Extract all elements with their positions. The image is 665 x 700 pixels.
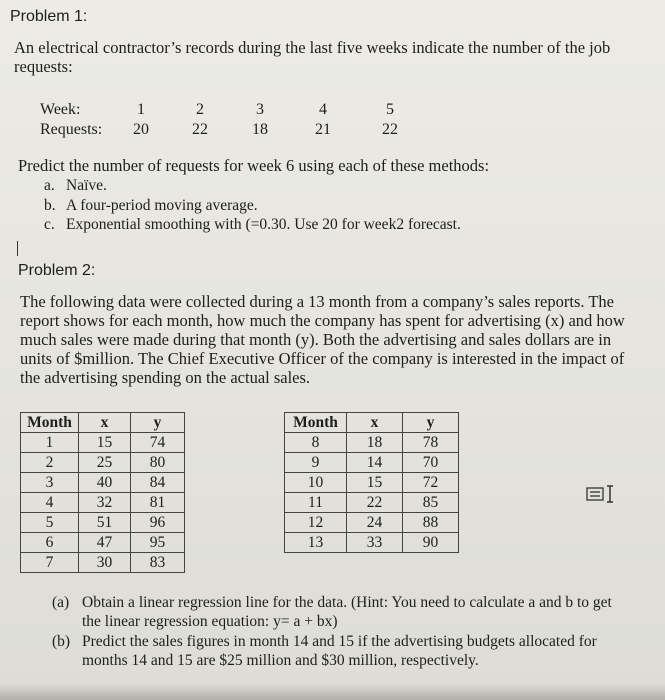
table-row: 2 25 80 [21, 453, 185, 473]
table-row: 13 33 90 [285, 533, 459, 553]
problem2-title: Problem 2: [18, 262, 96, 279]
table-row: 4 32 81 [21, 493, 185, 513]
header-month: Month [285, 413, 347, 433]
week-label: Week: [40, 101, 81, 118]
data-table-right [284, 412, 459, 553]
table-row: 9 14 70 [285, 453, 459, 473]
week-value: 5 [386, 101, 394, 118]
request-value: 18 [252, 121, 268, 138]
table-header-row [285, 413, 459, 433]
header-month: Month [21, 413, 79, 433]
week-value: 2 [196, 101, 204, 118]
table-row: 11 22 85 [285, 493, 459, 513]
week-value: 1 [137, 101, 145, 118]
text-cursor [17, 241, 18, 256]
header-x: x [79, 413, 131, 433]
table-row: 6 47 95 [21, 533, 185, 553]
header-y: y [403, 413, 459, 433]
data-table-left [20, 412, 185, 573]
week-value: 4 [319, 101, 327, 118]
problem2-description: The following data were collected during a 13 month from a company’s sales reports. The report shows for each month, how much the company has spent for advertising (x) and how much sales were made during that month (y). Both the advertising and sales dollars are in units of $million. The Chief Executive Officer of the company is interested in the impact of the advertising spending on the actual sales. [20, 292, 625, 387]
table-row: 1 15 74 [21, 433, 185, 453]
predict-instruction: Predict the number of requests for week 6 using each of these methods: [18, 156, 490, 175]
method-item: b. A four-period moving average. [44, 196, 258, 214]
week-value: 3 [256, 101, 264, 118]
table-row: 8 18 78 [285, 433, 459, 453]
problem1-title: Problem 1: [10, 8, 88, 25]
table-row: 12 24 88 [285, 513, 459, 533]
header-x: x [347, 413, 403, 433]
method-item: a. Naïve. [44, 177, 107, 194]
question-item: (b) Predict the sales figures in month 14 and 15 if the advertising budgets allocated for months 14 and 15 are $25 million and $30 million, respectively. [52, 633, 597, 669]
request-value: 21 [315, 121, 331, 138]
problem1-intro: An electrical contractor’s records during the last five weeks indicate the number of the job requests: [14, 38, 611, 76]
photo-edge-shadow [0, 684, 665, 700]
table-row: 3 40 84 [21, 473, 185, 493]
table-row: 10 15 72 [285, 473, 459, 493]
method-item: c. Exponential smoothing with (=0.30. Use 20 for week2 forecast. [44, 216, 461, 233]
request-value: 22 [192, 121, 208, 138]
table-row: 7 30 83 [21, 553, 185, 573]
text-select-icon[interactable] [586, 484, 620, 508]
methods-list [44, 176, 461, 235]
request-value: 22 [382, 121, 398, 138]
questions-list [52, 594, 632, 672]
table-header-row [21, 413, 185, 433]
table-row: 5 51 96 [21, 513, 185, 533]
requests-label: Requests: [40, 121, 103, 138]
header-y: y [131, 413, 185, 433]
question-item: (a) Obtain a linear regression line for the data. (Hint: You need to calculate a and b to get the linear regression equation: y= a + bx) [52, 594, 612, 630]
request-value: 20 [133, 121, 149, 138]
